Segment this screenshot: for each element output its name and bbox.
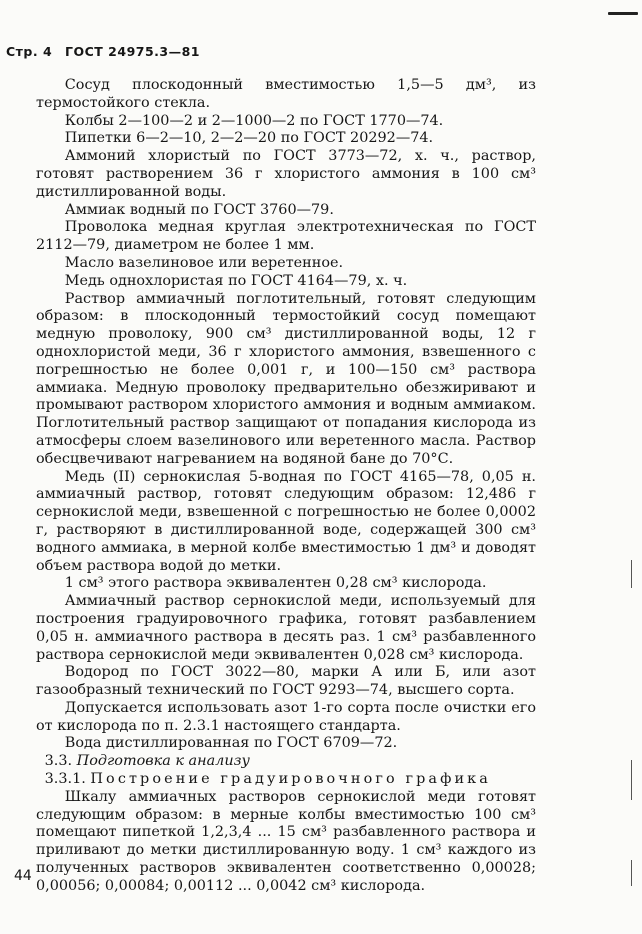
- paragraph: Допускается использовать азот 1-го сорта после очистки его от кислорода по п. 2.3.1 настоящего стандарта.: [36, 699, 536, 734]
- margin-mark: [631, 560, 632, 588]
- page-label: Стр. 4: [6, 44, 53, 59]
- paragraph: Масло вазелиновое или веретенное.: [64, 254, 344, 271]
- paragraph: Колбы 2—100—2 и 2—1000—2 по ГОСТ 1770—74.: [64, 112, 444, 129]
- section-title: Построение градуировочного графика: [90, 771, 491, 788]
- paragraph: Проволока медная круглая электротехническая по ГОСТ 2112—79, диаметром не более 1 мм.: [36, 219, 536, 254]
- paragraph: Раствор аммиачный поглотительный, готовят следующим образом: в плоскодонный термостойкий сосуд помещают медную проволоку, 900 см³ дистиллированной воды, 12 г однохлористой меди, 36 г хлористого аммония, взвешенного с погрешностью не более 0,001 г, и 100—150 см³ раствора аммиака. Медную проволоку предварительно обезжиривают и промывают раствором хлористого аммония и водным аммиаком. Поглотительный раствор защищают от попадания кислорода из атмосферы слоем вазелинового или веретенного масла. Раствор обесцвечивают нагреванием на водяной бане до 70°С.: [36, 290, 536, 467]
- paragraph: Пипетки 6—2—10, 2—2—20 по ГОСТ 20292—74.: [64, 130, 434, 147]
- section-heading-3-3-1: [36, 771, 536, 789]
- section-number: 3.3.: [44, 753, 73, 770]
- paragraph: 1 см³ этого раствора эквивалентен 0,28 см³ кислорода.: [64, 575, 487, 592]
- paragraph: Шкалу аммиачных растворов сернокислой меди готовят следующим образом: в мерные колбы вместимостью 100 см³ помещают пипеткой 1,2,3,4 ... 15 см³ разбавленного раствора и приливают до метки дистиллированную воду. 1 см³ каждого из полученных растворов эквивалентен соответственно 0,00028; 0,00056; 0,00084; 0,00112 ... 0,0042 см³ кислорода.: [36, 788, 536, 894]
- section-title: Подготовка к анализу: [76, 753, 250, 770]
- body-text: [36, 77, 536, 896]
- paragraph: Аммоний хлористый по ГОСТ 3773—72, х. ч., раствор, готовят растворением 36 г хлористого аммония в 100 см³ дистиллированной воды.: [36, 148, 536, 200]
- margin-mark: [631, 860, 632, 886]
- scan-edge-mark: [608, 12, 638, 15]
- paragraph: Водород по ГОСТ 3022—80, марки А или Б, или азот газообразный технический по ГОСТ 9293—74, высшего сорта.: [36, 664, 536, 699]
- standard-code: ГОСТ 24975.3—81: [65, 44, 201, 59]
- paragraph: Медь однохлористая по ГОСТ 4164—79, х. ч.: [64, 272, 408, 289]
- paragraph: Аммиачный раствор сернокислой меди, используемый для построения градуировочного графика, готовят разбавлением 0,05 н. аммиачного раствора в десять раз. 1 см³ разбавленного раствора сернокислой меди эквивалентен 0,028 см³ кислорода.: [36, 593, 536, 663]
- paragraph: Сосуд плоскодонный вместимостью 1,5—5 дм³, из термостойкого стекла.: [36, 77, 536, 111]
- page-header: [6, 44, 208, 59]
- page-number: 44: [14, 868, 32, 884]
- section-heading-3-3: [36, 753, 536, 771]
- margin-mark: [631, 760, 632, 800]
- paragraph: Вода дистиллированная по ГОСТ 6709—72.: [64, 735, 398, 752]
- paragraph: Медь (II) сернокислая 5-водная по ГОСТ 4165—78, 0,05 н. аммиачный раствор, готовят следующим образом: 12,486 г сернокислой меди, взвешенной с погрешностью не более 0,0002 г, растворяют в дистиллированной воде, содержащей 300 см³ водного аммиака, в мерной колбе вместимостью 1 дм³ и доводят объем раствора водой до метки.: [36, 468, 536, 574]
- section-number: 3.3.1.: [44, 771, 86, 788]
- paragraph: Аммиак водный по ГОСТ 3760—79.: [64, 201, 334, 218]
